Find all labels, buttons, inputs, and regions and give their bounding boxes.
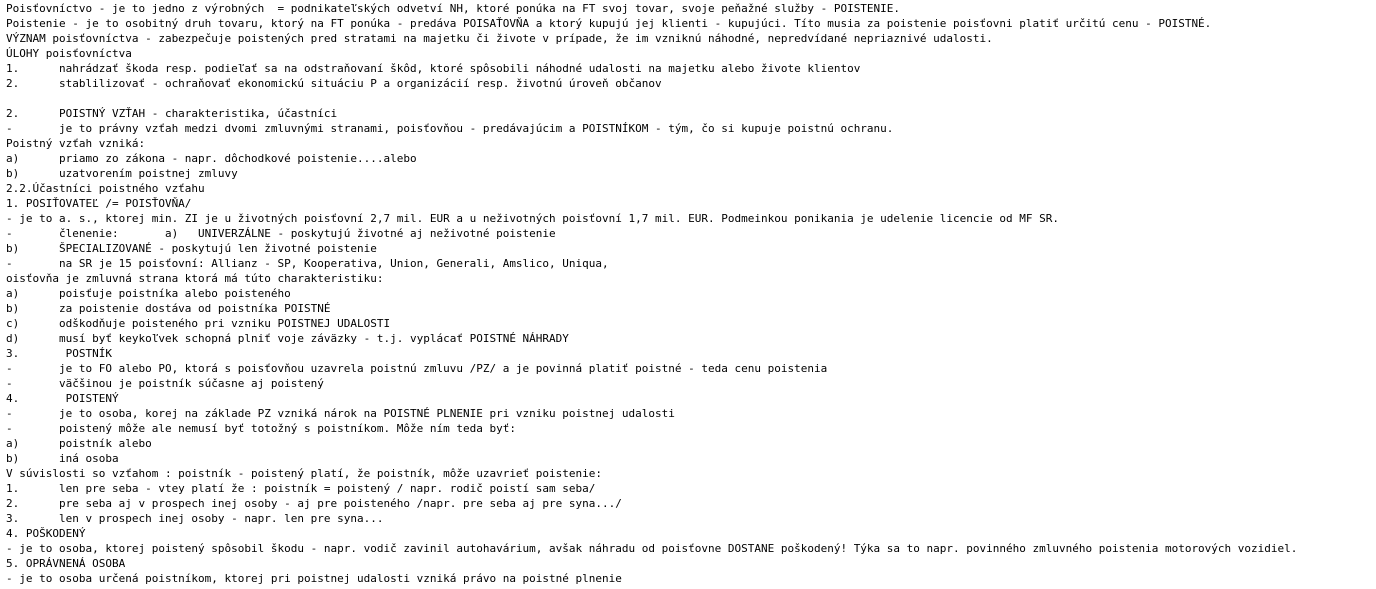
text-line: 4. POISTENÝ: [6, 392, 119, 405]
text-line: - je to osoba určená poistníkom, ktorej pri poistnej udalosti vzniká právo na poistné plnenie: [6, 572, 622, 585]
text-line: oisťovňa je zmluvná strana ktorá má túto charakteristiku:: [6, 272, 384, 285]
text-line: a) poistník alebo: [6, 437, 152, 450]
text-line: - je to právny vzťah medzi dvomi zmluvnými stranami, poisťovňou - predávajúcim a POISTNÍKOM - tým, čo si kupuje poistnú ochranu.: [6, 122, 894, 135]
text-line: - väčšinou je poistník súčasne aj poistený: [6, 377, 324, 390]
text-line: 2. pre seba aj v prospech inej osoby - aj pre poisteného /napr. pre seba aj pre syna.../: [6, 497, 622, 510]
text-line: 5. OPRÁVNENÁ OSOBA: [6, 557, 126, 570]
text-line: - členenie: a) UNIVERZÁLNE - poskytujú životné aj neživotné poistenie: [6, 227, 556, 240]
text-line: 2. stablilizovať - ochraňovať ekonomickú situáciu P a organizácií resp. životnú úroveň občanov: [6, 77, 662, 90]
text-line: V súvislosti so vzťahom : poistník - poistený platí, že poistník, môže uzavrieť poistenie:: [6, 467, 603, 480]
text-line: 3. POSTNÍK: [6, 347, 112, 360]
text-line: Poistenie - je to osobitný druh tovaru, ktorý na FT ponúka - predáva POISAŤOVŇA a ktorý kupujú jej klienti - kupujúci. Títo musia za poistenie poisťovni platiť určitú cenu - POISTNÉ.: [6, 17, 1212, 30]
text-line: c) odškodňuje poisteného pri vzniku POISTNEJ UDALOSTI: [6, 317, 391, 330]
text-line: VÝZNAM poisťovníctva - zabezpečuje poistených pred stratami na majetku či živote v prípade, že im vzniknú náhodné, nepredvídané nepriaznivé udalosti.: [6, 32, 993, 45]
text-line: - poistený môže ale nemusí byť totožný s poistníkom. Môže ním teda byť:: [6, 422, 516, 435]
text-line: 1. POSIŤOVATEĽ /= POISŤOVŇA/: [6, 197, 192, 210]
text-line: ÚLOHY poisťovníctva: [6, 47, 132, 60]
text-line: a) priamo zo zákona - napr. dôchodkové poistenie....alebo: [6, 152, 417, 165]
text-line: - na SR je 15 poisťovní: Allianz - SP, Kooperativa, Union, Generali, Amslico, Uniqua,: [6, 257, 609, 270]
text-line: [6, 91, 1372, 106]
text-line: 3. len v prospech inej osoby - napr. len pre syna...: [6, 512, 384, 525]
text-line: b) uzatvorením poistnej zmluvy: [6, 167, 238, 180]
text-line: Poistný vzťah vzniká:: [6, 137, 146, 150]
text-line: - je to osoba, korej na základe PZ vzniká nárok na POISTNÉ PLNENIE pri vzniku poistnej udalosti: [6, 407, 675, 420]
text-line: 2.2.Účastníci poistného vzťahu: [6, 182, 205, 195]
text-line: b) za poistenie dostáva od poistníka POISTNÉ: [6, 302, 331, 315]
text-line: d) musí byť keykoľvek schopná plniť voje záväzky - t.j. vyplácať POISTNÉ NÁHRADY: [6, 332, 569, 345]
text-line: 2. POISTNÝ VZŤAH - charakteristika, účastníci: [6, 107, 338, 120]
text-line: Poisťovníctvo - je to jedno z výrobných = podnikateľských odvetví NH, ktoré ponúka na FT svoj tovar, svoje peňažné služby - POISTENIE.: [6, 2, 901, 15]
text-line: a) poisťuje poistníka alebo poisteného: [6, 287, 291, 300]
text-line: 1. len pre seba - vtey platí že : poistník = poistený / napr. rodič poistí sam seba/: [6, 482, 596, 495]
text-line: b) iná osoba: [6, 452, 119, 465]
text-line: 1. nahrádzať škoda resp. podieľať sa na odstraňovaní škôd, ktoré spôsobili náhodné udalosti na majetku alebo živote klientov: [6, 62, 861, 75]
text-line: - je to FO alebo PO, ktorá s poisťovňou uzavrela poistnú zmluvu /PZ/ a je povinná platiť poistné - teda cenu poistenia: [6, 362, 828, 375]
document-body: [6, 1, 1372, 586]
text-line: b) ŠPECIALIZOVANÉ - poskytujú len životné poistenie: [6, 242, 377, 255]
text-line: - je to osoba, ktorej poistený spôsobil škodu - napr. vodič zavinil autohavárium, avšak náhradu od poisťovne DOSTANE poškodený! Týka sa to napr. povinného zmluvného poistenia motorových vozidiel.: [6, 542, 1298, 555]
text-line: 4. POŠKODENÝ: [6, 527, 86, 540]
text-line: - je to a. s., ktorej min. ZI je u životných poisťovní 2,7 mil. EUR a u neživotných poisťovní 1,7 mil. EUR. Podmeinkou ponikania je udelenie licencie od MF SR.: [6, 212, 1059, 225]
